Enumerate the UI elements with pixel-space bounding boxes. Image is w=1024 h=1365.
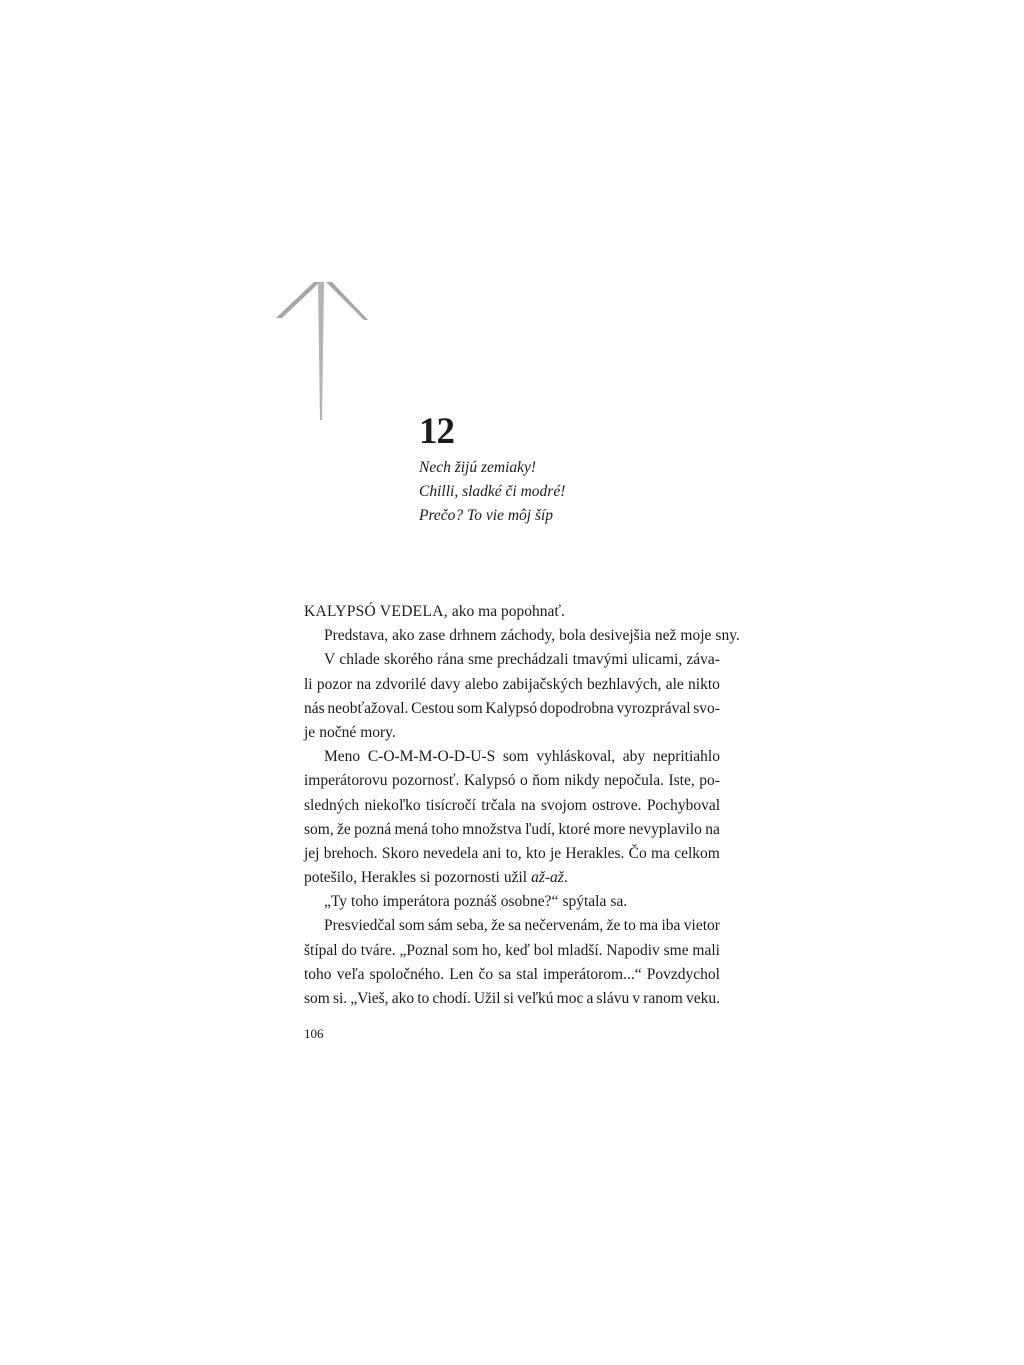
word: desivejšia [589, 627, 651, 645]
word: spoločného. [369, 965, 445, 983]
word: pozor [316, 675, 353, 693]
word: ako ma popohnať. [451, 603, 565, 620]
word: na [356, 675, 372, 693]
word: tmavými [572, 651, 628, 669]
word: spýtala [562, 893, 607, 911]
word: som [502, 748, 529, 766]
word: nočné [319, 723, 357, 741]
word: mali [692, 941, 720, 959]
text-line [304, 721, 720, 745]
word: ani [482, 844, 502, 862]
word: imperátorovu [304, 772, 388, 790]
word: KALYPSÓ VEDELA, [304, 603, 448, 620]
word: toho [351, 893, 379, 911]
word: keď [505, 941, 530, 959]
text-line [304, 648, 720, 672]
word: poznáš [453, 893, 497, 911]
word: ma [651, 844, 670, 862]
word: než [654, 627, 677, 645]
word: čo [478, 965, 494, 983]
word: dopodrobna [539, 699, 614, 717]
word: vyrozprával [616, 699, 691, 717]
word: ľudí, [525, 820, 555, 838]
word: vietor [683, 917, 720, 935]
word: Napodiv [606, 941, 660, 959]
word: niekoľko [364, 796, 421, 814]
word: ktoré [558, 820, 591, 838]
word: li [304, 675, 313, 693]
word: seba, [456, 917, 488, 935]
text-line [304, 939, 720, 963]
text-line [304, 890, 720, 914]
word: ho, [482, 941, 502, 959]
word: nás [304, 699, 325, 717]
word: brehoch. [323, 844, 378, 862]
word: nevyplavilo [628, 820, 702, 838]
word: sny. [715, 627, 740, 645]
word: ostrove. [591, 796, 642, 814]
word: alebo [464, 675, 499, 693]
word: mory. [360, 723, 396, 741]
word: zdvorilé [375, 675, 427, 693]
word: to [623, 917, 636, 935]
word: nevedela [423, 844, 479, 862]
word: užil [503, 869, 528, 887]
word: vyhláskoval, [536, 748, 616, 766]
word: si. [332, 990, 348, 1007]
chapter-number: 12 [419, 411, 454, 452]
word: som [456, 699, 483, 717]
word: nepočula. [604, 772, 664, 790]
text-line [304, 697, 720, 721]
word: si [420, 869, 431, 887]
word: prechádzali [497, 651, 569, 669]
text-line [304, 987, 720, 1011]
word: Povzdychol [646, 965, 720, 983]
word: v [632, 990, 641, 1007]
punctuation: . [563, 869, 568, 887]
word: Pochyboval [646, 796, 720, 814]
word: som [304, 990, 330, 1007]
word: do [341, 941, 357, 959]
word: nečervenám, [524, 917, 604, 935]
word: moc [556, 990, 584, 1007]
word: chodí. [432, 990, 471, 1007]
word: Čo [628, 844, 647, 862]
word: davy [430, 675, 461, 693]
word: je [304, 723, 316, 741]
word: osobne?“ [500, 893, 559, 911]
text-line [304, 866, 720, 890]
word: bola [559, 627, 586, 645]
word: zabijačských [502, 675, 583, 693]
word: Kalypsó [463, 772, 516, 790]
epigraph [419, 456, 565, 528]
word: stal [516, 965, 538, 983]
word: tváre. [360, 941, 396, 959]
word: svojom [540, 796, 587, 814]
word: chlade [339, 651, 380, 669]
word: na [521, 796, 536, 814]
word: kto [525, 844, 546, 862]
word: nepritiahlo [652, 748, 720, 766]
text-line [304, 842, 720, 866]
arrow-icon [274, 280, 370, 422]
word: potešilo, [304, 869, 357, 887]
word: Len [449, 965, 474, 983]
word: trčala [481, 796, 516, 814]
word: celkom [674, 844, 720, 862]
word: neobťažoval. [327, 699, 409, 717]
word: „Vieš, [350, 990, 389, 1007]
word: som [398, 917, 425, 935]
word: bol [533, 941, 554, 959]
word: si [503, 990, 514, 1007]
epigraph-line: Prečo? To vie môj šíp [419, 507, 554, 524]
word: Cestou [411, 699, 455, 717]
word: Predstava, [324, 627, 389, 645]
word: jej [304, 844, 320, 862]
word: a [586, 990, 594, 1007]
word: ňom [532, 772, 560, 790]
text-line [304, 963, 720, 987]
word: toho [431, 820, 459, 838]
word: drhnem [449, 627, 497, 645]
word: Meno [324, 748, 361, 766]
word: ma [639, 917, 659, 935]
word: skorého [383, 651, 434, 669]
word: po- [699, 772, 720, 790]
word: Iste, [668, 772, 695, 790]
word: zase [418, 627, 446, 645]
word: ulicami, [631, 651, 683, 669]
word: ranom [643, 990, 683, 1007]
word: mladší. [557, 941, 603, 959]
word: že [606, 917, 621, 935]
word: mená [394, 820, 429, 838]
word: záva- [686, 651, 720, 669]
word: Herakles [360, 869, 417, 887]
word: slávu [596, 990, 630, 1007]
word: rána [437, 651, 464, 669]
word: sme [663, 941, 689, 959]
word: pozná [354, 820, 392, 838]
epigraph-line: Chilli, sladké či modré! [419, 483, 566, 500]
word: moje [680, 627, 712, 645]
body-text [304, 600, 740, 1011]
epigraph-line: Nech žijú zemiaky! [419, 459, 537, 476]
word: som [452, 941, 479, 959]
word: tisícročí [426, 796, 476, 814]
word: ako [391, 990, 415, 1007]
word: na [705, 820, 720, 838]
word: iba [661, 917, 681, 935]
word: imperátorom...“ [543, 965, 642, 983]
word: veľkú [517, 990, 554, 1007]
word: sám [428, 917, 453, 935]
word: nikto [688, 675, 720, 693]
word: imperátora [382, 893, 450, 911]
word: záchody, [500, 627, 556, 645]
word: Skoro [381, 844, 419, 862]
word: sa [498, 965, 512, 983]
italic-word: až-až [531, 869, 564, 887]
word: „Poznal [399, 941, 449, 959]
word: pozornosť. [392, 772, 460, 790]
word: veku. [685, 990, 720, 1007]
word: toho [304, 965, 332, 983]
text-line [304, 794, 720, 818]
word: to, [505, 844, 522, 862]
word: sledných [304, 796, 360, 814]
word: Kalypsó [485, 699, 538, 717]
text-line [304, 914, 720, 938]
word: že [337, 820, 351, 838]
word: aby [622, 748, 646, 766]
word: sa. [610, 893, 628, 911]
word: „Ty [324, 893, 348, 911]
text-line [304, 769, 720, 793]
word: ako [392, 627, 415, 645]
word: bezhlavých, [586, 675, 662, 693]
word: sme [467, 651, 493, 669]
word: že [491, 917, 505, 935]
word: nikdy [564, 772, 600, 790]
word: som, [304, 820, 334, 838]
page-number: 106 [304, 1026, 324, 1041]
word: C-O-M-M-O-D-U-S [367, 748, 496, 766]
word: veľa [336, 965, 365, 983]
word: Užil [473, 990, 501, 1007]
text-line [304, 673, 720, 697]
word: je [549, 844, 562, 862]
word: V [324, 651, 336, 669]
word: Presviedčal [324, 917, 396, 935]
word: more [593, 820, 626, 838]
word: o [520, 772, 528, 790]
word: ale [665, 675, 684, 693]
word: pozornosti [434, 869, 500, 887]
word: svo- [693, 699, 720, 717]
text-line [304, 818, 720, 842]
word: to [417, 990, 430, 1007]
word [531, 866, 568, 890]
text-line [304, 745, 720, 769]
word: štípal [304, 941, 338, 959]
word: množstva [462, 820, 522, 838]
word: Herakles. [565, 844, 625, 862]
word: sa [508, 917, 522, 935]
text-line [304, 600, 720, 624]
text-line [304, 624, 740, 648]
